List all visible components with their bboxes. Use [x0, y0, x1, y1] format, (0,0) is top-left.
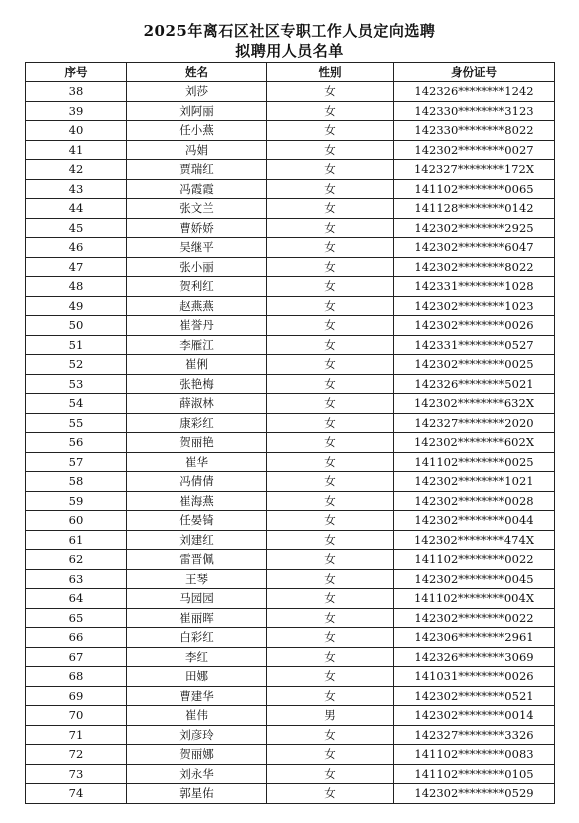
row-number: 60: [26, 511, 127, 531]
table-row: [26, 725, 555, 745]
row-name: 贺丽娜: [127, 745, 267, 765]
row-number: 57: [26, 452, 127, 472]
row-number: 70: [26, 706, 127, 726]
row-id-number: 142302********0529: [394, 784, 555, 804]
row-gender: 女: [267, 589, 394, 609]
row-gender: 女: [267, 472, 394, 492]
row-id-number: 141102********0105: [394, 764, 555, 784]
table-row: [26, 101, 555, 121]
header-id-number: 身份证号: [394, 63, 555, 82]
row-name: 贺丽艳: [127, 433, 267, 453]
row-number: 56: [26, 433, 127, 453]
row-id-number: 142302********0044: [394, 511, 555, 531]
row-id-number: 142306********2961: [394, 628, 555, 648]
row-id-number: 142302********474X: [394, 530, 555, 550]
row-number: 52: [26, 355, 127, 375]
row-gender: 女: [267, 296, 394, 316]
row-number: 42: [26, 160, 127, 180]
table-row: [26, 452, 555, 472]
row-number: 46: [26, 238, 127, 258]
row-name: 崔丽晖: [127, 608, 267, 628]
table-row: [26, 355, 555, 375]
row-number: 51: [26, 335, 127, 355]
row-gender: 女: [267, 530, 394, 550]
table-row: [26, 257, 555, 277]
row-id-number: 142302********0026: [394, 316, 555, 336]
row-number: 41: [26, 140, 127, 160]
row-number: 50: [26, 316, 127, 336]
row-number: 53: [26, 374, 127, 394]
row-gender: 女: [267, 355, 394, 375]
row-name: 刘建红: [127, 530, 267, 550]
row-id-number: 142331********0527: [394, 335, 555, 355]
row-id-number: 142302********602X: [394, 433, 555, 453]
document-title: 2025年离石区社区专职工作人员定向选聘: [143, 22, 436, 40]
table-row: [26, 433, 555, 453]
table-row: [26, 784, 555, 804]
table-row: [26, 296, 555, 316]
row-gender: 女: [267, 550, 394, 570]
row-gender: 女: [267, 764, 394, 784]
row-gender: 女: [267, 316, 394, 336]
row-number: 54: [26, 394, 127, 414]
row-number: 55: [26, 413, 127, 433]
row-number: 65: [26, 608, 127, 628]
table-row: [26, 686, 555, 706]
row-id-number: 142330********8022: [394, 121, 555, 141]
row-name: 刘彦玲: [127, 725, 267, 745]
row-gender: 女: [267, 686, 394, 706]
row-id-number: 142302********6047: [394, 238, 555, 258]
table-row: [26, 589, 555, 609]
row-name: 田娜: [127, 667, 267, 687]
row-number: 66: [26, 628, 127, 648]
table-row: [26, 667, 555, 687]
row-gender: 女: [267, 160, 394, 180]
row-gender: 女: [267, 647, 394, 667]
row-id-number: 142302********0027: [394, 140, 555, 160]
row-gender: 女: [267, 511, 394, 531]
row-name: 刘永华: [127, 764, 267, 784]
row-gender: 女: [267, 569, 394, 589]
row-number: 49: [26, 296, 127, 316]
row-id-number: 142326********1242: [394, 82, 555, 102]
row-name: 刘莎: [127, 82, 267, 102]
row-id-number: 141128********0142: [394, 199, 555, 219]
row-gender: 男: [267, 706, 394, 726]
table-row: [26, 608, 555, 628]
table-row: [26, 277, 555, 297]
row-gender: 女: [267, 140, 394, 160]
table-row: [26, 550, 555, 570]
row-id-number: 142302********1021: [394, 472, 555, 492]
row-gender: 女: [267, 452, 394, 472]
row-name: 崔华: [127, 452, 267, 472]
row-name: 冯倩倩: [127, 472, 267, 492]
table-row: [26, 511, 555, 531]
row-name: 王琴: [127, 569, 267, 589]
table-row: [26, 160, 555, 180]
row-id-number: 142302********0022: [394, 608, 555, 628]
table-row: [26, 569, 555, 589]
personnel-table: [25, 62, 555, 804]
row-name: 任晏锜: [127, 511, 267, 531]
row-name: 郭星佑: [127, 784, 267, 804]
row-number: 59: [26, 491, 127, 511]
row-id-number: 142302********632X: [394, 394, 555, 414]
row-id-number: 142327********172X: [394, 160, 555, 180]
table-row: [26, 413, 555, 433]
table-row: [26, 628, 555, 648]
row-id-number: 141031********0026: [394, 667, 555, 687]
row-number: 72: [26, 745, 127, 765]
row-gender: 女: [267, 335, 394, 355]
table-row: [26, 374, 555, 394]
row-gender: 女: [267, 608, 394, 628]
row-gender: 女: [267, 101, 394, 121]
row-id-number: 141102********0025: [394, 452, 555, 472]
row-gender: 女: [267, 199, 394, 219]
row-gender: 女: [267, 413, 394, 433]
table-row: [26, 706, 555, 726]
row-id-number: 142302********0014: [394, 706, 555, 726]
row-id-number: 142330********3123: [394, 101, 555, 121]
row-number: 43: [26, 179, 127, 199]
row-id-number: 141102********0022: [394, 550, 555, 570]
table-row: [26, 199, 555, 219]
row-gender: 女: [267, 394, 394, 414]
row-number: 67: [26, 647, 127, 667]
row-number: 40: [26, 121, 127, 141]
row-id-number: 142302********0045: [394, 569, 555, 589]
row-id-number: 142331********1028: [394, 277, 555, 297]
row-id-number: 142302********0521: [394, 686, 555, 706]
table-row: [26, 140, 555, 160]
row-gender: 女: [267, 257, 394, 277]
table-row: [26, 121, 555, 141]
row-number: 61: [26, 530, 127, 550]
row-gender: 女: [267, 745, 394, 765]
table-row: [26, 764, 555, 784]
table-row: [26, 530, 555, 550]
row-gender: 女: [267, 491, 394, 511]
row-name: 崔伟: [127, 706, 267, 726]
row-id-number: 141102********0065: [394, 179, 555, 199]
row-gender: 女: [267, 82, 394, 102]
row-name: 吴继平: [127, 238, 267, 258]
row-name: 刘阿丽: [127, 101, 267, 121]
row-name: 曹建华: [127, 686, 267, 706]
row-gender: 女: [267, 121, 394, 141]
header-name: 姓名: [127, 63, 267, 82]
row-gender: 女: [267, 725, 394, 745]
row-name: 冯霞霞: [127, 179, 267, 199]
row-id-number: 142327********2020: [394, 413, 555, 433]
row-id-number: 142302********0025: [394, 355, 555, 375]
table-header-row: [26, 63, 555, 82]
row-gender: 女: [267, 374, 394, 394]
row-name: 雷晋佩: [127, 550, 267, 570]
row-gender: 女: [267, 277, 394, 297]
row-name: 任小燕: [127, 121, 267, 141]
row-name: 白彩红: [127, 628, 267, 648]
row-gender: 女: [267, 784, 394, 804]
row-number: 74: [26, 784, 127, 804]
table-row: [26, 472, 555, 492]
table-row: [26, 335, 555, 355]
row-number: 62: [26, 550, 127, 570]
row-id-number: 142302********8022: [394, 257, 555, 277]
row-name: 张艳梅: [127, 374, 267, 394]
row-name: 冯娟: [127, 140, 267, 160]
row-name: 李雁江: [127, 335, 267, 355]
table-row: [26, 745, 555, 765]
row-number: 45: [26, 218, 127, 238]
table-row: [26, 491, 555, 511]
table-row: [26, 647, 555, 667]
row-name: 薛淑林: [127, 394, 267, 414]
row-name: 马园园: [127, 589, 267, 609]
row-name: 崔海燕: [127, 491, 267, 511]
row-id-number: 141102********0083: [394, 745, 555, 765]
row-number: 64: [26, 589, 127, 609]
row-number: 58: [26, 472, 127, 492]
row-number: 63: [26, 569, 127, 589]
table-row: [26, 394, 555, 414]
row-name: 李红: [127, 647, 267, 667]
row-gender: 女: [267, 667, 394, 687]
row-id-number: 142326********5021: [394, 374, 555, 394]
row-number: 38: [26, 82, 127, 102]
row-number: 73: [26, 764, 127, 784]
row-number: 68: [26, 667, 127, 687]
table-row: [26, 82, 555, 102]
row-name: 张小丽: [127, 257, 267, 277]
row-number: 44: [26, 199, 127, 219]
row-id-number: 141102********004X: [394, 589, 555, 609]
table-row: [26, 316, 555, 336]
document-subtitle: 拟聘用人员名单: [235, 42, 344, 60]
table-row: [26, 218, 555, 238]
row-id-number: 142302********1023: [394, 296, 555, 316]
header-number: 序号: [26, 63, 127, 82]
row-number: 69: [26, 686, 127, 706]
row-name: 曹娇娇: [127, 218, 267, 238]
header-gender: 性别: [267, 63, 394, 82]
row-name: 贺利红: [127, 277, 267, 297]
row-id-number: 142327********3326: [394, 725, 555, 745]
row-id-number: 142326********3069: [394, 647, 555, 667]
row-gender: 女: [267, 218, 394, 238]
row-id-number: 142302********0028: [394, 491, 555, 511]
row-number: 47: [26, 257, 127, 277]
table-body: [26, 82, 555, 804]
row-number: 39: [26, 101, 127, 121]
row-number: 48: [26, 277, 127, 297]
row-name: 贾瑞红: [127, 160, 267, 180]
row-gender: 女: [267, 179, 394, 199]
row-name: 崔俐: [127, 355, 267, 375]
row-name: 赵燕燕: [127, 296, 267, 316]
row-name: 张文兰: [127, 199, 267, 219]
row-name: 康彩红: [127, 413, 267, 433]
row-gender: 女: [267, 238, 394, 258]
row-gender: 女: [267, 433, 394, 453]
row-name: 崔誉丹: [127, 316, 267, 336]
row-gender: 女: [267, 628, 394, 648]
row-number: 71: [26, 725, 127, 745]
table-row: [26, 238, 555, 258]
row-id-number: 142302********2925: [394, 218, 555, 238]
table-row: [26, 179, 555, 199]
